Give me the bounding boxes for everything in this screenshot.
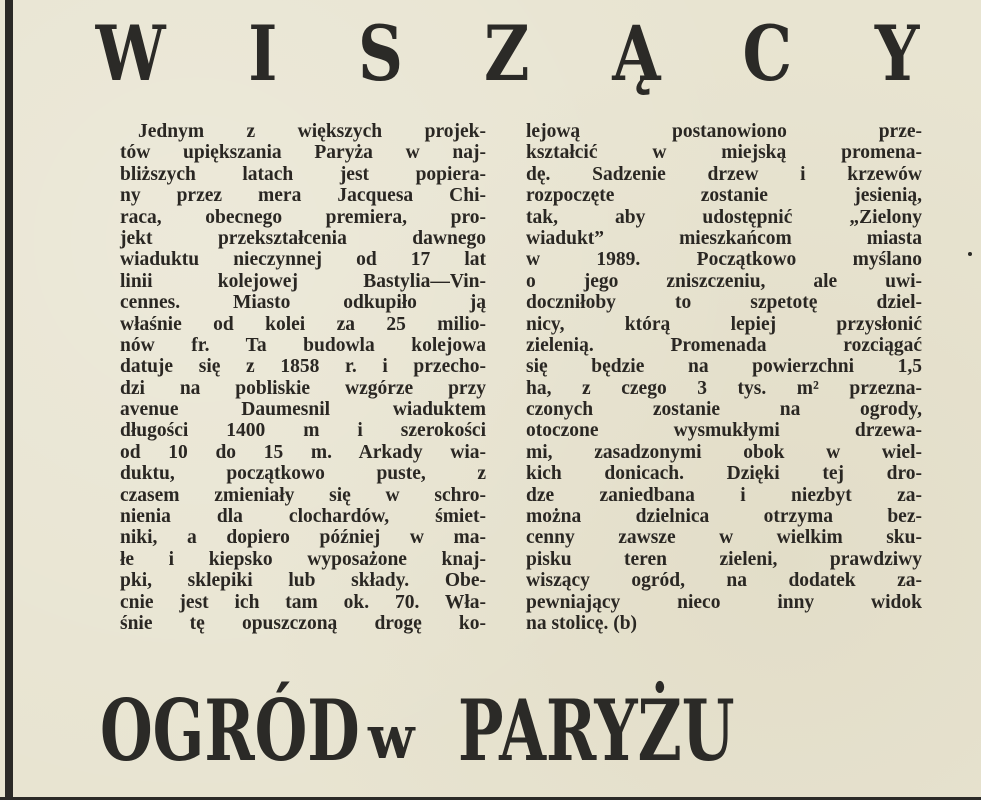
text-line: nicy, którą lepiej przysłonić	[526, 313, 922, 335]
text-line: rozpoczęte zostanie jesienią,	[526, 185, 922, 207]
text-line: czonych zostanie na ogrody,	[526, 399, 922, 421]
text-line: dzi na pobliskie wzgórze przy	[120, 377, 486, 399]
headline-word: PARYŻU	[458, 681, 735, 780]
text-line: dze zaniedbana i niezbyt za-	[526, 484, 922, 506]
text-line: linii kolejowej Bastylia—Vin-	[120, 270, 486, 292]
text-line: tów upiększania Paryża w naj-	[120, 142, 486, 164]
text-line: śnie tę opuszczoną drogę ko-	[120, 612, 486, 634]
text-line: raca, obecnego premiera, pro-	[120, 206, 486, 228]
text-line: mi, zasadzonymi obok w wiel-	[526, 441, 922, 463]
text-line: od 10 do 15 m. Arkady wia-	[120, 441, 486, 463]
article-column-right	[526, 121, 922, 634]
left-column-rule	[5, 0, 13, 800]
text-line: lejową postanowiono prze-	[526, 121, 922, 142]
headline-letter: Y	[874, 9, 920, 98]
headline-letter: I	[248, 9, 278, 98]
text-line: właśnie od kolei za 25 milio-	[120, 313, 486, 335]
headline-letter: C	[742, 9, 793, 98]
paper-speck	[968, 252, 972, 256]
text-line: czasem zmieniały się w schro-	[120, 484, 486, 506]
text-line: wiaduktu nieczynnej od 17 lat	[120, 249, 486, 271]
headline-bottom	[100, 681, 920, 780]
text-line: pki, sklepiki lub składy. Obe-	[120, 570, 486, 592]
headline-word: w	[368, 703, 415, 773]
text-line: niki, a dopiero później w ma-	[120, 527, 486, 549]
text-line: w 1989. Początkowo myślano	[526, 249, 922, 271]
text-line: pisku teren zieleni, prawdziwy	[526, 548, 922, 570]
text-line: ha, z czego 3 tys. m² przezna-	[526, 377, 922, 399]
headline-top	[88, 9, 924, 98]
headline-letter: W	[95, 9, 166, 98]
text-line: datuje się z 1858 r. i przecho-	[120, 356, 486, 378]
text-line: dę. Sadzenie drzew i krzewów	[526, 163, 922, 185]
text-line: cennes. Miasto odkupiło ją	[120, 292, 486, 314]
text-line: kich donicach. Dzięki tej dro-	[526, 463, 922, 485]
text-line: kształcić w miejską promena-	[526, 142, 922, 164]
headline-letter: S	[357, 9, 403, 98]
text-line: duktu, początkowo puste, z	[120, 463, 486, 485]
text-line: zielenią. Promenada rozciągać	[526, 334, 922, 356]
text-line: tak, aby udostępnić „Zielony	[526, 206, 922, 228]
article-column-left	[120, 121, 486, 634]
text-line: cenny zawsze w wielkim sku-	[526, 527, 922, 549]
text-line: długości 1400 m i szerokości	[120, 420, 486, 442]
text-line: wiszący ogród, na dodatek za-	[526, 570, 922, 592]
text-line: łe i kiepsko wyposażone knaj-	[120, 548, 486, 570]
text-line: nienia dla clochardów, śmiet-	[120, 506, 486, 528]
text-line: cnie jest ich tam ok. 70. Wła-	[120, 591, 486, 613]
text-line: wiadukt” mieszkańcom miasta	[526, 227, 922, 249]
text-line: pewniający nieco inny widok	[526, 591, 922, 613]
text-line: Jednym z większych projek-	[138, 121, 486, 142]
text-line: się będzie na powierzchni 1,5	[526, 356, 922, 378]
text-line: bliższych latach jest popiera-	[120, 163, 486, 185]
headline-word: OGRÓD	[100, 681, 360, 780]
text-line: doczniłoby to szpetotę dziel-	[526, 292, 922, 314]
headline-letter: Z	[484, 9, 530, 98]
text-line: na stolicę. (b)	[526, 612, 638, 634]
text-line: ny przez mera Jacquesa Chi-	[120, 185, 486, 207]
text-line: otoczone wysmukłymi drzewa-	[526, 420, 922, 442]
headline-letter: Ą	[611, 9, 661, 98]
text-line: o jego zniszczeniu, ale uwi-	[526, 270, 922, 292]
text-line: nów fr. Ta budowla kolejowa	[120, 334, 486, 356]
text-line: można dzielnica otrzyma bez-	[526, 506, 922, 528]
text-line: avenue Daumesnil wiaduktem	[120, 399, 486, 421]
text-line: jekt przekształcenia dawnego	[120, 227, 486, 249]
